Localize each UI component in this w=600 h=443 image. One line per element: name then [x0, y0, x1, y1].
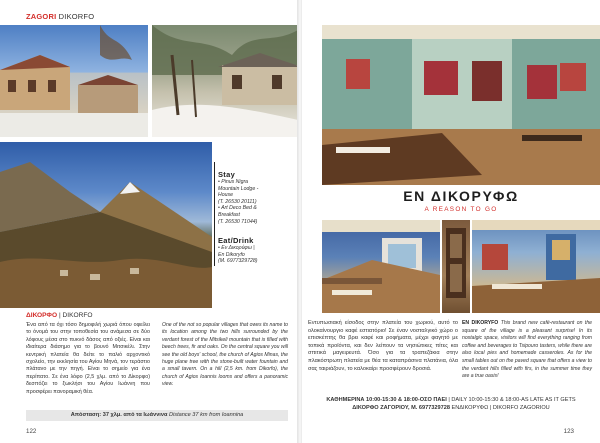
eat-line: • Εν Δικορύφω |	[218, 245, 255, 251]
stay-line: (T. 26530 71044)	[218, 218, 258, 225]
stay-line: House	[218, 192, 233, 199]
village-square-photo	[0, 25, 148, 137]
address-greek: ΔΙΚΟΡΦΟ ΖΑΓΟΡΙΟΥ, Μ. 6977329728	[352, 405, 450, 411]
stay-line: Breakfast	[218, 211, 240, 218]
hours-english: DAILY 10:00-15:30 & 18:00-AS LATE AS IT GETS	[451, 397, 576, 403]
eat-drink-heading: Eat/Drink	[218, 236, 254, 245]
info-box-divider	[214, 162, 215, 266]
right-page	[302, 0, 600, 443]
restaurant-english-text	[462, 320, 592, 381]
address-english: ΕΝΔΙΚΟΡΥΦΩ | DIKORFO ZAGORIOU	[451, 405, 550, 411]
stay-section	[218, 170, 298, 225]
greek-article-text: Ένα από τα όχι τόσο δημοφιλή χωριά όπου οφείλει το όνομά του στην τοποθεσία του ανάμεσα σε δύο λόφους μέσα στο πυκνό δάσος από οξιές. Είναι και ιδιαίτερα διάσημο για το βουνό Μιτσικέλι. Στην κεντρική πλατεία θα δείτε το παλιό αρχοντικό σχολείο, την εκκλησία του Αγίου Μηνά, τον τεράστιο πλάτανο με την πηγή. Είναι το σημείο για ένα περίπατο. Σε ένα λόφο (2,5 χλμ. από το Δίκορφο) δεσπόζει το ξωκλήσι του Αγίου Ιωάννη που προσφέρει πανοραμική θέα.	[26, 322, 150, 395]
opening-hours	[302, 396, 600, 412]
distance-greek: Απόσταση: 37 χλμ. από τα Ιωάννινα	[70, 412, 168, 418]
info-box	[214, 162, 298, 272]
english-article-text: One of the not so popular villages that owes its name to its location among the two hills surrounded by the verdant forest of the Mitsikeli mountain that is filled with beech trees, fir and oaks. On the central square you will see the old boys' school, the church of Agios Minas, the huge plane tree with the stone-built water fountain and a small tavern. On a hill (2,5 km. from Dikorfo), the church of Agios Ioannis looms and offers a panoramic view.	[162, 322, 288, 388]
stay-line: • Art Deco Bed &	[218, 205, 257, 212]
restaurant-greek-text: Εντυπωσιακή είσοδος στην πλατεία του χωριού, αυτό το ολοκαίνουργιο καφέ εστιατόριο! Σε έναν νοσταλγικό χώρο ο επισκέπτης θα βρει καφέ και ροφήματα, μέχρι φαγητό με τοπικά προϊόντα, και δεν λείπουν τα νησιώτικες πίτες και σπιτικά μαγειρευτά. Όσο για τα τραπεζάκια στην πλακόστρωτη πλατεία με θέα τα καταπράσινα πλατάνια, όλα σας ταιριάζουν, το καλοκαίρι προσφέρουν δροσιά.	[308, 320, 458, 372]
village-street-photo	[152, 25, 298, 137]
restaurant-english-lead: EN DIKORYFO	[462, 320, 499, 326]
hours-greek: ΚΑΘΗΜΕΡΙΝΑ 10:00-15:30 & 18:00-ΟΣΟ ΠΑΕΙ	[326, 397, 447, 403]
running-head-section: ZAGORI	[26, 12, 57, 21]
hours-line: ΚΑΘΗΜΕΡΙΝΑ 10:00-15:30 & 18:00-ΟΣΟ ΠΑΕΙ | DAILY 10:00-15:30 & 18:00-AS LATE AS IT GETS	[326, 397, 576, 403]
stay-line: • Pinus Nigra	[218, 179, 249, 185]
restaurant-english-body: This brand new café-restaurant on the square of the village is a pleasant surprise! In its nostalgic space, visitors will find everything ranging from coffee and beverages to Tsipouro tasters, while there are also local pies and homemade casseroles. As for the small tables out on the paved square that offers a view to the verdant hills filled with firs, in the summer time they are a true oasis!	[462, 320, 593, 380]
stay-line: Mountain Lodge -	[218, 185, 259, 192]
page-number-right: 123	[563, 428, 574, 435]
running-head-subsection: DIKORFO	[58, 12, 95, 21]
left-page	[0, 0, 298, 443]
restaurant-interior-photo	[322, 25, 600, 185]
restaurant-title: ΕΝ ΔΙΚΟΡΥΦΩ	[403, 188, 519, 204]
page-number-left: 122	[26, 428, 37, 435]
stay-line: (T. 26530 20111)	[218, 198, 257, 205]
door-detail-photo	[442, 220, 470, 313]
running-head	[26, 12, 94, 21]
eat-drink-section	[218, 236, 298, 265]
dining-room-photo	[322, 220, 440, 313]
stay-heading: Stay	[218, 170, 236, 179]
eat-line: En Dikoryfo	[218, 251, 245, 258]
interior-room-photo	[472, 220, 600, 313]
article-heading-greek: ΔΙΚΟΡΦΟ	[26, 312, 58, 319]
article-heading: ΔΙΚΟΡΦΟ | DIKORFO	[26, 312, 93, 319]
article-heading-english: DIKORFO	[62, 312, 93, 319]
distance-band	[26, 410, 288, 421]
restaurant-tagline: A REASON TO GO	[424, 206, 498, 213]
address-line	[302, 404, 600, 412]
eat-line: (Μ. 6977329728)	[218, 258, 258, 265]
distance-english: Distance 37 km from Ioannina	[168, 412, 244, 418]
mountain-landscape-photo	[0, 142, 212, 308]
